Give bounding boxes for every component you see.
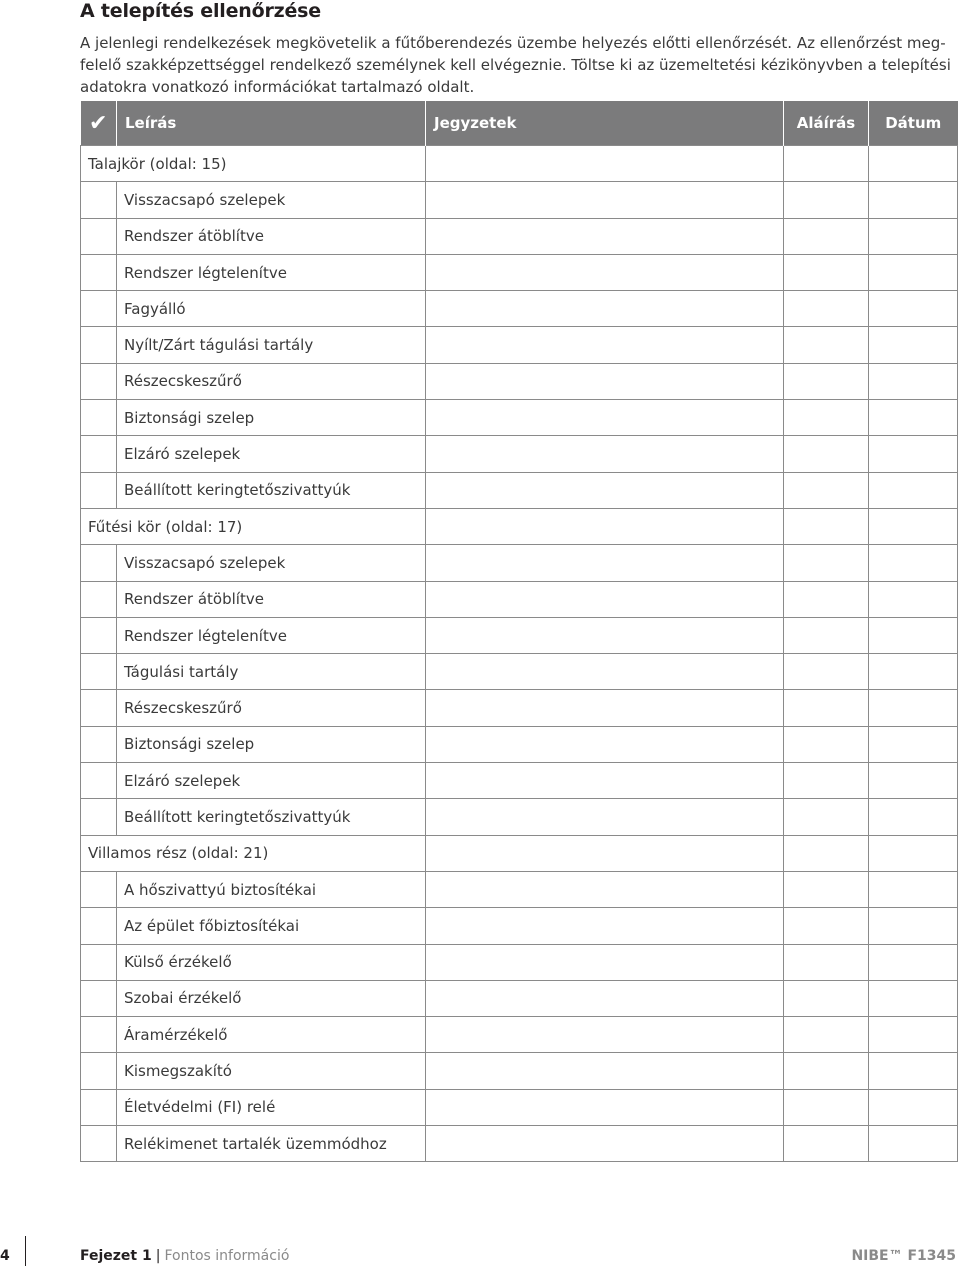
notes-cell[interactable]: [426, 871, 784, 907]
notes-cell[interactable]: [426, 327, 784, 363]
table-row: [81, 654, 958, 690]
table-row: [81, 545, 958, 581]
date-cell[interactable]: [869, 182, 958, 218]
signature-cell[interactable]: [784, 654, 869, 690]
signature-cell[interactable]: [784, 617, 869, 653]
item-label: Biztonsági szelep: [117, 726, 426, 762]
check-cell[interactable]: [81, 545, 117, 581]
notes-cell[interactable]: [426, 146, 784, 182]
notes-cell[interactable]: [426, 690, 784, 726]
table-header-row: [81, 101, 958, 146]
notes-cell[interactable]: [426, 944, 784, 980]
signature-cell[interactable]: [784, 1126, 869, 1162]
notes-cell[interactable]: [426, 363, 784, 399]
notes-cell[interactable]: [426, 472, 784, 508]
signature-cell[interactable]: [784, 763, 869, 799]
section-label: Talajkör (oldal: 15): [81, 146, 426, 182]
header-notes: Jegyzetek: [426, 101, 784, 146]
date-cell[interactable]: [869, 654, 958, 690]
check-cell[interactable]: [81, 1126, 117, 1162]
date-cell[interactable]: [869, 1089, 958, 1125]
date-cell[interactable]: [869, 581, 958, 617]
check-cell[interactable]: [81, 327, 117, 363]
signature-cell[interactable]: [784, 545, 869, 581]
signature-cell[interactable]: [784, 980, 869, 1016]
item-label: Külső érzékelő: [117, 944, 426, 980]
item-label: Áramérzékelő: [117, 1017, 426, 1053]
check-cell[interactable]: [81, 436, 117, 472]
notes-cell[interactable]: [426, 218, 784, 254]
section-label: Villamos rész (oldal: 21): [81, 835, 426, 871]
check-cell[interactable]: [81, 581, 117, 617]
date-cell[interactable]: [869, 617, 958, 653]
signature-cell[interactable]: [784, 799, 869, 835]
section-row: [81, 146, 958, 182]
notes-cell[interactable]: [426, 1053, 784, 1089]
date-cell[interactable]: [869, 1017, 958, 1053]
check-cell[interactable]: [81, 472, 117, 508]
table-row: [81, 944, 958, 980]
signature-cell[interactable]: [784, 871, 869, 907]
item-label: Beállított keringtetőszivattyúk: [117, 472, 426, 508]
signature-cell[interactable]: [784, 908, 869, 944]
notes-cell[interactable]: [426, 908, 784, 944]
check-cell[interactable]: [81, 654, 117, 690]
item-label: Visszacsapó szelepek: [117, 182, 426, 218]
date-cell[interactable]: [869, 400, 958, 436]
table-row: [81, 327, 958, 363]
check-cell[interactable]: [81, 980, 117, 1016]
table-row: [81, 726, 958, 762]
footer-divider: [25, 1236, 26, 1266]
check-cell[interactable]: [81, 400, 117, 436]
check-cell[interactable]: [81, 944, 117, 980]
item-label: Rendszer légtelenítve: [117, 617, 426, 653]
notes-cell[interactable]: [426, 400, 784, 436]
table-row: [81, 617, 958, 653]
header-signature: Aláírás: [784, 101, 869, 146]
notes-cell[interactable]: [426, 763, 784, 799]
item-label: Visszacsapó szelepek: [117, 545, 426, 581]
date-cell[interactable]: [869, 218, 958, 254]
signature-cell[interactable]: [784, 508, 869, 544]
date-cell[interactable]: [869, 908, 958, 944]
table-row: [81, 1126, 958, 1162]
item-label: Fagyálló: [117, 291, 426, 327]
item-label: Részecskeszűrő: [117, 363, 426, 399]
signature-cell[interactable]: [784, 182, 869, 218]
intro-text: [80, 32, 958, 98]
signature-cell[interactable]: [784, 472, 869, 508]
notes-cell[interactable]: [426, 436, 784, 472]
notes-cell[interactable]: [426, 1126, 784, 1162]
item-label: Nyílt/Zárt tágulási tartály: [117, 327, 426, 363]
signature-cell[interactable]: [784, 327, 869, 363]
date-cell[interactable]: [869, 980, 958, 1016]
check-cell[interactable]: [81, 363, 117, 399]
check-cell[interactable]: [81, 908, 117, 944]
signature-cell[interactable]: [784, 400, 869, 436]
check-cell[interactable]: [81, 799, 117, 835]
item-label: Életvédelmi (FI) relé: [117, 1089, 426, 1125]
checklist-body: [81, 146, 958, 1162]
signature-cell[interactable]: [784, 1017, 869, 1053]
table-row: [81, 980, 958, 1016]
table-row: [81, 182, 958, 218]
item-label: Elzáró szelepek: [117, 436, 426, 472]
notes-cell[interactable]: [426, 726, 784, 762]
check-cell[interactable]: [81, 1017, 117, 1053]
notes-cell[interactable]: [426, 654, 784, 690]
check-cell[interactable]: [81, 871, 117, 907]
item-label: Rendszer átöblítve: [117, 218, 426, 254]
page-title: A telepítés ellenőrzése: [80, 0, 321, 22]
table-row: [81, 400, 958, 436]
footer-chapter: [80, 1248, 289, 1264]
date-cell[interactable]: [869, 944, 958, 980]
signature-cell[interactable]: [784, 835, 869, 871]
check-cell[interactable]: [81, 763, 117, 799]
check-cell[interactable]: [81, 1089, 117, 1125]
table-row: [81, 908, 958, 944]
section-row: [81, 508, 958, 544]
date-cell[interactable]: [869, 327, 958, 363]
page-footer: [0, 1236, 960, 1266]
item-label: Részecskeszűrő: [117, 690, 426, 726]
signature-cell[interactable]: [784, 944, 869, 980]
table-row: [81, 1017, 958, 1053]
signature-cell[interactable]: [784, 218, 869, 254]
signature-cell[interactable]: [784, 690, 869, 726]
date-cell[interactable]: [869, 508, 958, 544]
check-cell[interactable]: [81, 291, 117, 327]
notes-cell[interactable]: [426, 254, 784, 290]
date-cell[interactable]: [869, 545, 958, 581]
item-label: Elzáró szelepek: [117, 763, 426, 799]
notes-cell[interactable]: [426, 545, 784, 581]
date-cell[interactable]: [869, 726, 958, 762]
table-row: [81, 218, 958, 254]
signature-cell[interactable]: [784, 146, 869, 182]
date-cell[interactable]: [869, 291, 958, 327]
date-cell[interactable]: [869, 254, 958, 290]
chapter-title: Fontos információ: [164, 1248, 290, 1264]
notes-cell[interactable]: [426, 617, 784, 653]
item-label: Tágulási tartály: [117, 654, 426, 690]
item-label: Kismegszakító: [117, 1053, 426, 1089]
table-row: [81, 291, 958, 327]
notes-cell[interactable]: [426, 980, 784, 1016]
item-label: Biztonsági szelep: [117, 400, 426, 436]
notes-cell[interactable]: [426, 835, 784, 871]
check-cell[interactable]: [81, 726, 117, 762]
date-cell[interactable]: [869, 799, 958, 835]
signature-cell[interactable]: [784, 291, 869, 327]
date-cell[interactable]: [869, 363, 958, 399]
signature-cell[interactable]: [784, 726, 869, 762]
date-cell[interactable]: [869, 763, 958, 799]
signature-cell[interactable]: [784, 1053, 869, 1089]
signature-cell[interactable]: [784, 581, 869, 617]
table-row: [81, 254, 958, 290]
check-cell[interactable]: [81, 182, 117, 218]
product-name: NIBE™ F1345: [851, 1248, 956, 1264]
item-label: Az épület főbiztosítékai: [117, 908, 426, 944]
date-cell[interactable]: [869, 146, 958, 182]
intro-line: adatokra vonatkozó információkat tartalmazó oldalt.: [80, 78, 475, 96]
intro-line: A jelenlegi rendelkezések megkövetelik a fűtőberendezés üzembe helyezés előtti ellenőrzését. Az ellenőrzést meg-: [80, 34, 946, 52]
chapter-separator: |: [155, 1248, 161, 1264]
table-row: [81, 1089, 958, 1125]
installation-checklist-table: [80, 101, 958, 1162]
check-cell[interactable]: [81, 690, 117, 726]
notes-cell[interactable]: [426, 1017, 784, 1053]
signature-cell[interactable]: [784, 436, 869, 472]
check-cell[interactable]: [81, 1053, 117, 1089]
date-cell[interactable]: [869, 690, 958, 726]
item-label: Relékimenet tartalék üzemmódhoz: [117, 1126, 426, 1162]
header-date: Dátum: [869, 101, 958, 146]
table-row: [81, 799, 958, 835]
check-cell[interactable]: [81, 617, 117, 653]
date-cell[interactable]: [869, 1126, 958, 1162]
chapter-number: Fejezet 1: [80, 1248, 152, 1264]
item-label: Rendszer légtelenítve: [117, 254, 426, 290]
item-label: A hőszivattyú biztosítékai: [117, 871, 426, 907]
date-cell[interactable]: [869, 436, 958, 472]
check-cell[interactable]: [81, 218, 117, 254]
notes-cell[interactable]: [426, 1089, 784, 1125]
item-label: Rendszer átöblítve: [117, 581, 426, 617]
page-number: 4: [0, 1248, 10, 1264]
check-cell[interactable]: [81, 254, 117, 290]
notes-cell[interactable]: [426, 508, 784, 544]
date-cell[interactable]: [869, 472, 958, 508]
date-cell[interactable]: [869, 871, 958, 907]
header-description: Leírás: [117, 101, 426, 146]
table-row: [81, 581, 958, 617]
notes-cell[interactable]: [426, 291, 784, 327]
table-row: [81, 363, 958, 399]
table-row: [81, 436, 958, 472]
checkmark-icon: ✔: [81, 101, 117, 146]
item-label: Szobai érzékelő: [117, 980, 426, 1016]
intro-line: felelő szakképzettséggel rendelkező személynek kell elvégeznie. Töltse ki az üzemeltetési kézikönyvben a telepítési: [80, 56, 951, 74]
section-row: [81, 835, 958, 871]
signature-cell[interactable]: [784, 1089, 869, 1125]
notes-cell[interactable]: [426, 799, 784, 835]
table-row: [81, 690, 958, 726]
table-row: [81, 1053, 958, 1089]
date-cell[interactable]: [869, 835, 958, 871]
notes-cell[interactable]: [426, 182, 784, 218]
signature-cell[interactable]: [784, 254, 869, 290]
section-label: Fűtési kör (oldal: 17): [81, 508, 426, 544]
signature-cell[interactable]: [784, 363, 869, 399]
item-label: Beállított keringtetőszivattyúk: [117, 799, 426, 835]
date-cell[interactable]: [869, 1053, 958, 1089]
table-row: [81, 472, 958, 508]
table-row: [81, 871, 958, 907]
notes-cell[interactable]: [426, 581, 784, 617]
table-row: [81, 763, 958, 799]
